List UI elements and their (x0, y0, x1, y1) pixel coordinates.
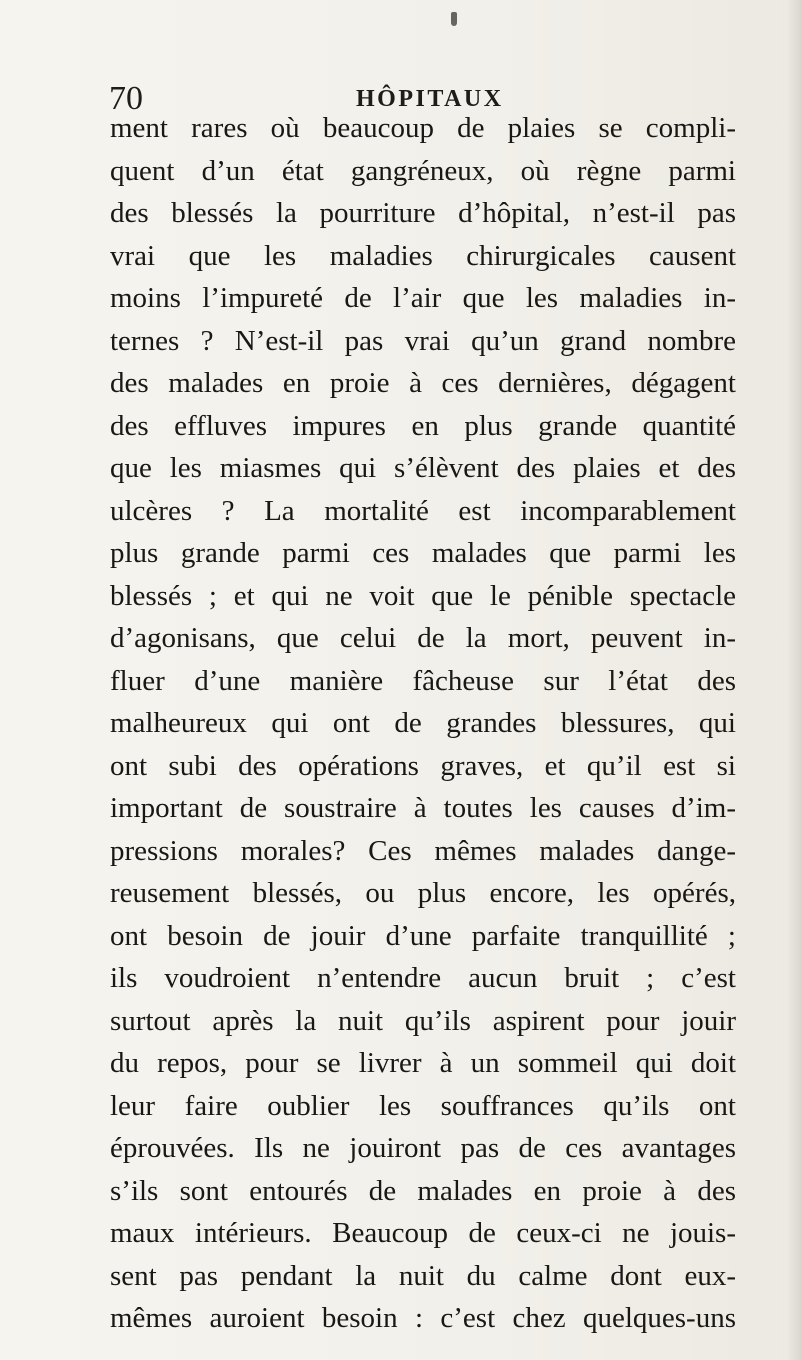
text-line: sent pas pendant la nuit du calme dont eux- (110, 1259, 736, 1292)
text-line: moins l’impureté de l’air que les maladies in- (110, 282, 736, 314)
text-line: ulcères ? La mortalité est incomparablement (110, 494, 736, 527)
text-line: malheureux qui ont de grandes blessures, qui (110, 707, 736, 739)
text-line: ont besoin de jouir d’une parfaite tranquillité ; (110, 919, 736, 952)
text-line: pressions morales? Ces mêmes malades dange- (110, 834, 736, 867)
body-text (110, 107, 736, 1340)
text-line: maux intérieurs. Beaucoup de ceux-ci ne jouis- (110, 1217, 736, 1249)
text-line: blessés ; et qui ne voit que le pénible spectacle (110, 579, 736, 612)
text-line: ment rares où beaucoup de plaies se compli- (110, 112, 736, 144)
page-number: 70 (109, 80, 143, 117)
text-line: que les miasmes qui s’élèvent des plaies et des (110, 452, 736, 484)
text-line: du repos, pour se livrer à un sommeil qui doit (110, 1047, 736, 1079)
text-line: plus grande parmi ces malades que parmi les (110, 537, 736, 569)
text-line: éprouvées. Ils ne jouiront pas de ces avantages (110, 1132, 736, 1164)
ink-mark (451, 12, 457, 26)
text-line: ont subi des opérations graves, et qu’il est si (110, 749, 736, 782)
text-line: ternes ? N’est-il pas vrai qu’un grand nombre (110, 324, 736, 357)
text-line: mêmes auroient besoin : c’est chez quelques-uns (110, 1302, 736, 1334)
text-line: ils voudroient n’entendre aucun bruit ; c’est (110, 962, 736, 994)
text-line: des effluves impures en plus grande quantité (110, 409, 736, 442)
running-head: HÔPITAUX (356, 86, 504, 112)
text-line: reusement blessés, ou plus encore, les opérés, (110, 877, 736, 909)
text-line: surtout après la nuit qu’ils aspirent pour jouir (110, 1004, 736, 1037)
text-line: leur faire oublier les souffrances qu’ils ont (110, 1089, 736, 1122)
text-line: vrai que les maladies chirurgicales causent (110, 239, 736, 272)
text-line: quent d’un état gangréneux, où règne parmi (110, 154, 736, 187)
page-edge-shadow (787, 0, 801, 1360)
text-line: important de soustraire à toutes les causes d’im- (110, 792, 736, 824)
text-line: des malades en proie à ces dernières, dégagent (110, 367, 736, 399)
text-line: s’ils sont entourés de malades en proie à des (110, 1174, 736, 1207)
text-line: fluer d’une manière fâcheuse sur l’état des (110, 664, 736, 697)
text-line: d’agonisans, que celui de la mort, peuvent in- (110, 622, 736, 654)
text-line: des blessés la pourriture d’hôpital, n’est-il pas (110, 197, 736, 229)
